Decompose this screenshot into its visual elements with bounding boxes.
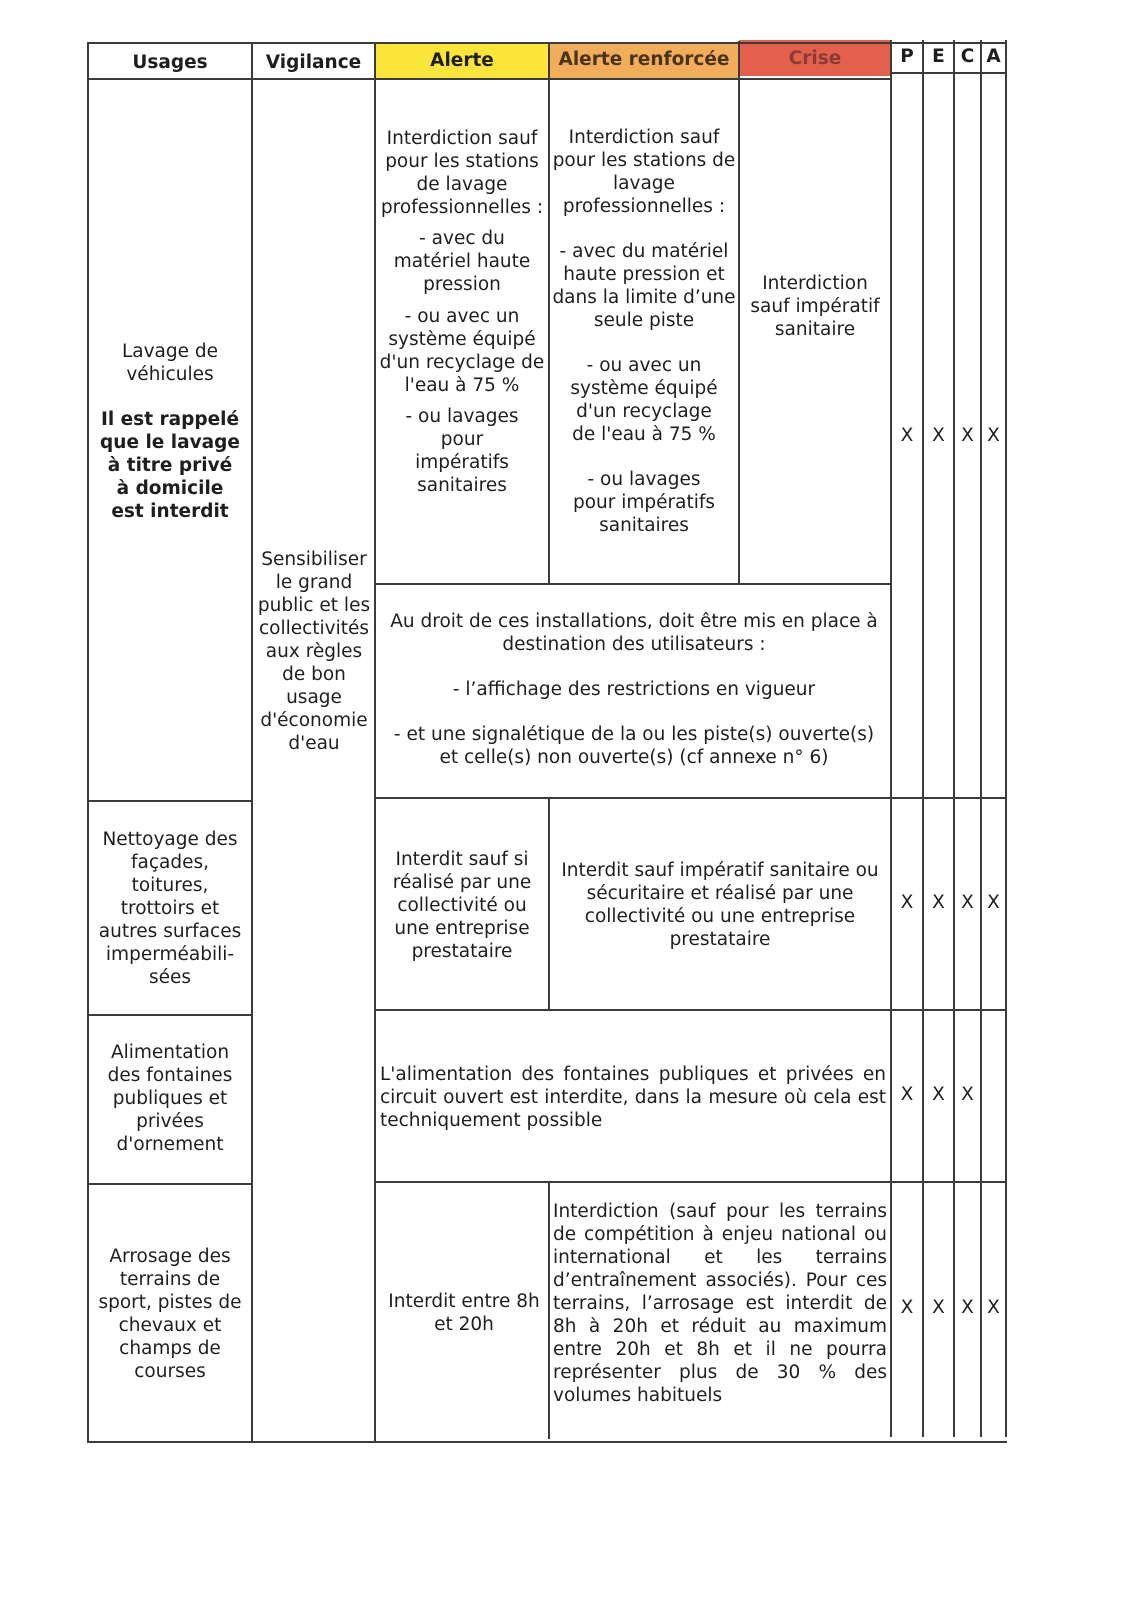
- grid-line: [953, 40, 955, 1437]
- row2-renforcee-crise: Interdit sauf impératif sanitaire ou sécuritaire et réalisé par une collectivité ou une entreprise prestataire: [561, 860, 879, 950]
- row2-mark-p: X: [900, 891, 914, 913]
- grid-line: [88, 800, 252, 802]
- grid-line: [376, 583, 891, 585]
- header-alerte: Alerte: [430, 49, 494, 71]
- row1-mark-e: X: [932, 424, 945, 446]
- grid-line: [376, 797, 1007, 799]
- grid-line: [922, 40, 924, 1437]
- row4-alerte: Interdit entre 8h et 20h: [388, 1291, 540, 1335]
- row1-mark-a: X: [987, 424, 1000, 446]
- grid-line: [891, 72, 1007, 74]
- grid-line: [980, 40, 982, 1437]
- row1-usage-note: Il est rappelé que le lavage à titre privé à domicile est interdit: [100, 409, 240, 522]
- row1-renforcee-item1: - avec du matériel haute pression et dans la limite d’une seule piste: [552, 241, 736, 331]
- row3-mark-p: X: [900, 1083, 914, 1105]
- row3-merged: L'alimentation des fontaines publiques et privées en circuit ouvert est interdite, dans la mesure où cela est techniquement possible: [380, 1063, 886, 1131]
- row1-renforcee-intro: Interdiction sauf pour les stations de lavage professionnelles :: [552, 127, 736, 217]
- row1-alerte: [378, 127, 546, 497]
- row2-mark-c: X: [961, 891, 974, 913]
- row3-usage: Alimentation des fontaines publiques et privées d'ornement: [107, 1041, 233, 1155]
- row1-usage-label: Lavage de véhicules: [121, 341, 219, 385]
- header-e: E: [932, 45, 945, 67]
- grid-line: [376, 1181, 1007, 1183]
- row2-mark-e: X: [932, 891, 945, 913]
- row2-usage: Nettoyage des façades, toitures, trottoirs et autres surfaces imperméabili-sées: [98, 828, 242, 988]
- row4-mark-a: X: [987, 1296, 1000, 1318]
- row1-merged-line3: - et une signalétique de la ou les piste(s) ouverte(s) et celle(s) non ouverte(s) (cf annexe n° 6): [393, 724, 875, 768]
- row1-merged-line1: Au droit de ces installations, doit être mis en place à destination des utilisateurs :: [390, 611, 878, 655]
- row1-alerte-item1: - avec du matériel haute pression: [393, 228, 531, 296]
- row1-merged-note: [384, 610, 884, 776]
- grid-line: [88, 1014, 252, 1016]
- row1-mark-c: X: [961, 424, 974, 446]
- grid-line: [548, 42, 550, 584]
- row1-crise: Interdiction sauf impératif sanitaire: [750, 273, 880, 340]
- row2-alerte: Interdit sauf si réalisé par une collectivité ou une entreprise prestataire: [392, 848, 532, 962]
- grid-line: [251, 44, 253, 1443]
- grid-line: [376, 1009, 1007, 1011]
- header-crise: Crise: [788, 47, 842, 69]
- grid-line: [890, 40, 892, 1437]
- row1-renforcee-item3: - ou lavages pour impératifs sanitaires: [572, 469, 716, 536]
- header-a: A: [986, 45, 1001, 67]
- row4-renforcee-crise: Interdiction (sauf pour les terrains de compétition à enjeu national ou international et les terrains d’entraînement associés). Pour ces terrains, l’arrosage est interdit de 8h à 20h et réduit au maximum entre 20h et 8h et il ne pourra représenter plus de 30 % des volumes habituels: [553, 1200, 887, 1406]
- header-usages: Usages: [132, 51, 208, 73]
- row1-renforcee-item2: - ou avec un système équipé d'un recyclage de l'eau à 75 %: [570, 355, 718, 445]
- grid-line: [738, 41, 740, 584]
- header-alerte-renforcee: Alerte renforcée: [558, 48, 730, 70]
- row1-alerte-renforcee: [552, 126, 736, 546]
- row1-mark-p: X: [900, 424, 914, 446]
- row2-mark-a: X: [987, 891, 1000, 913]
- row3-mark-e: X: [932, 1083, 945, 1105]
- header-vigilance: Vigilance: [265, 51, 362, 73]
- row4-mark-p: X: [900, 1296, 914, 1318]
- row4-mark-e: X: [932, 1296, 945, 1318]
- header-c: C: [960, 45, 975, 67]
- row4-mark-c: X: [961, 1296, 974, 1318]
- row3-mark-c: X: [961, 1083, 974, 1105]
- row1-usage: [92, 340, 248, 540]
- grid-line: [88, 1183, 252, 1185]
- grid-line: [374, 43, 376, 1441]
- grid-line: [548, 1183, 550, 1439]
- vigilance-text: Sensibiliser le grand public et les collectivités aux règles de bon usage d'économie d'eau: [257, 549, 371, 754]
- row1-alerte-item3: - ou lavages pour impératifs sanitaires: [405, 405, 519, 496]
- grid-line: [87, 1441, 1007, 1443]
- row1-merged-line2: - l’affichage des restrictions en vigueur: [452, 679, 816, 700]
- row1-alerte-intro: Interdiction sauf pour les stations de lavage professionnelles :: [380, 128, 544, 218]
- grid-line: [1005, 40, 1007, 1437]
- grid-line: [548, 798, 550, 1010]
- grid-line: [87, 44, 89, 1443]
- row1-alerte-item2: - ou avec un système équipé d'un recyclage de l'eau à 75 %: [379, 305, 545, 396]
- header-p: P: [900, 45, 914, 67]
- row4-usage: Arrosage des terrains de sport, pistes de chevaux et champs de courses: [98, 1246, 242, 1382]
